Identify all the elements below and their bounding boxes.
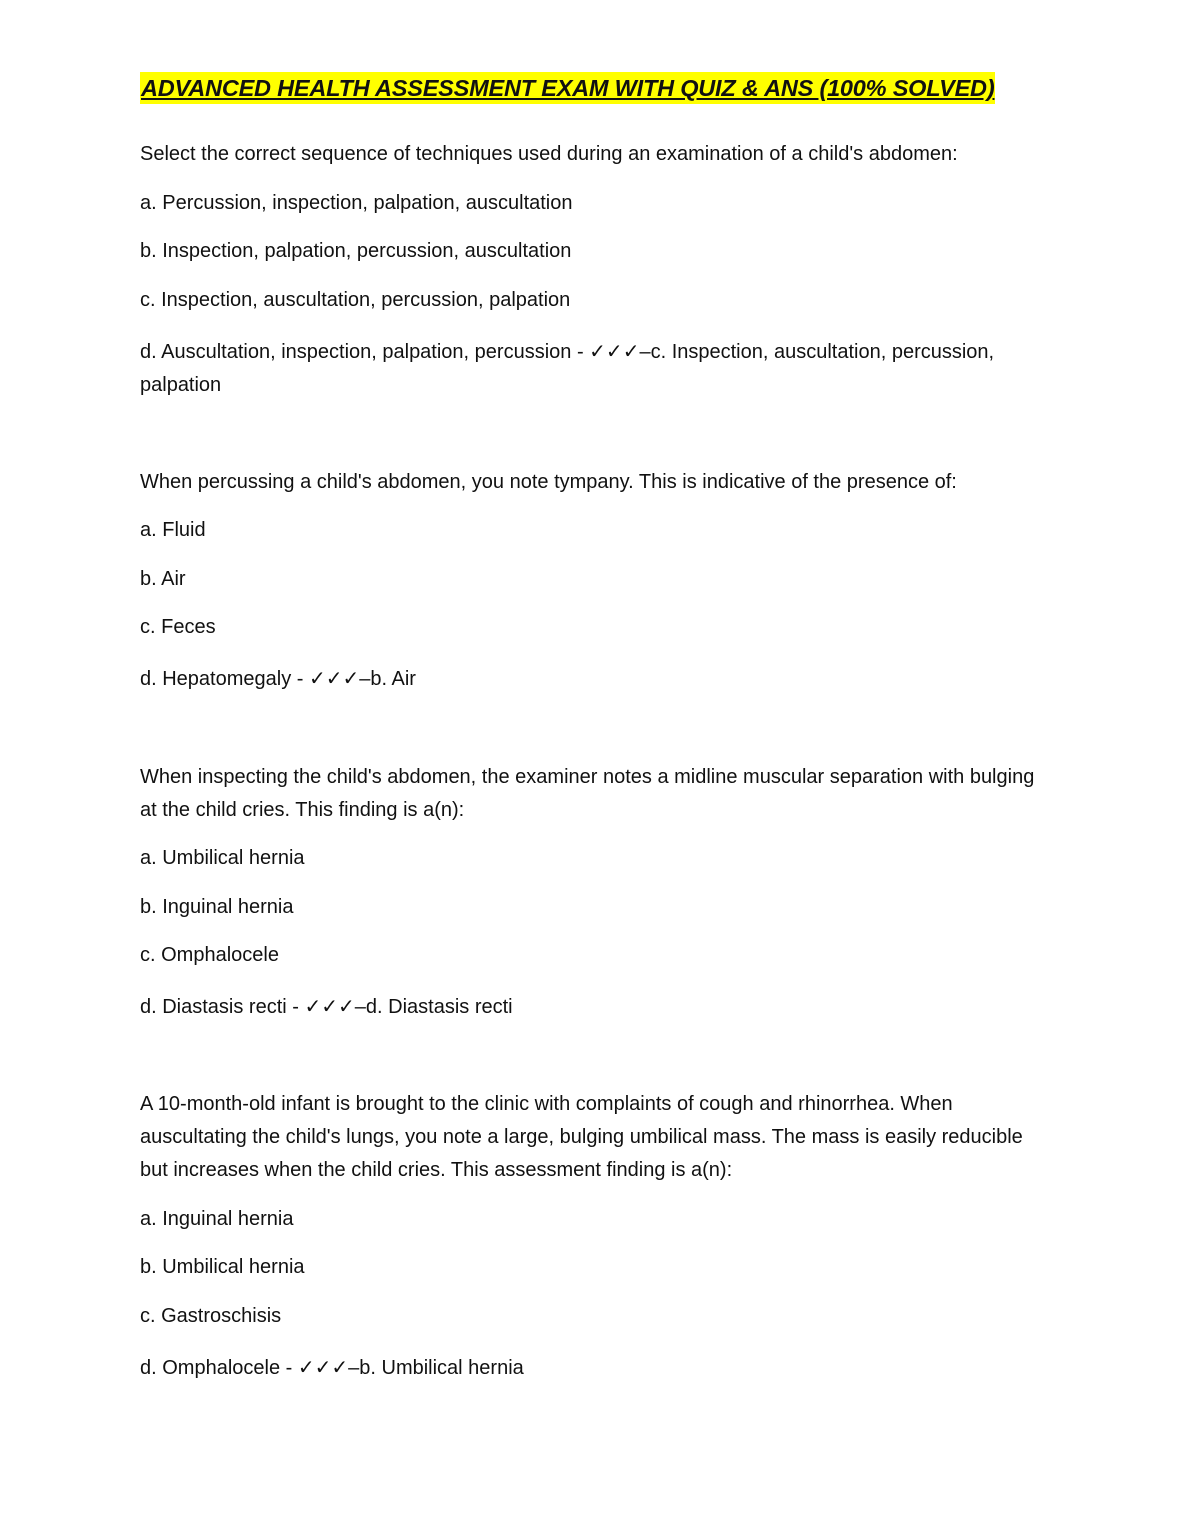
question-text: When percussing a child's abdomen, you note tympany. This is indicative of the presence of: <box>140 471 957 493</box>
option-d: d. Omphalocele - <box>140 1357 298 1379</box>
checkmark-icon: ✓✓✓ <box>308 666 360 690</box>
option-d-with-answer <box>140 335 1040 402</box>
option-a: a. Percussion, inspection, palpation, auscultation <box>140 192 573 214</box>
question-block <box>140 761 1040 1024</box>
document-page <box>140 72 1040 1385</box>
option-b: b. Umbilical hernia <box>140 1256 305 1278</box>
checkmark-icon: ✓✓✓ <box>304 994 355 1018</box>
answer-text: –b. Umbilical hernia <box>348 1357 524 1379</box>
option-a: a. Inguinal hernia <box>140 1208 294 1230</box>
option-c: c. Gastroschisis <box>140 1305 282 1327</box>
question-text: Select the correct sequence of techniques used during an examination of a child's abdomen: <box>140 143 958 165</box>
option-d: d. Diastasis recti - <box>140 996 305 1018</box>
question-text: When inspecting the child's abdomen, the examiner notes a midline muscular separation with bulging at the child cries. This finding is a(n): <box>140 766 1035 821</box>
question-text: A 10-month-old infant is brought to the clinic with complaints of cough and rhinorrhea. When auscultating the child's lungs, you note a large, bulging umbilical mass. The mass is easily reducible but increases when the child cries. This assessment finding is a(n): <box>140 1093 1023 1181</box>
option-d: d. Hepatomegaly - <box>140 668 309 690</box>
option-d-with-answer <box>140 990 1040 1024</box>
checkmark-icon: ✓✓✓ <box>589 339 640 363</box>
option-a: a. Umbilical hernia <box>140 847 305 869</box>
option-d-with-answer <box>140 1351 1040 1385</box>
option-d-with-answer <box>140 662 1040 696</box>
option-b: b. Inspection, palpation, percussion, auscultation <box>140 240 572 262</box>
question-block <box>140 1088 1040 1385</box>
option-c: c. Feces <box>140 616 216 638</box>
option-c: c. Omphalocele <box>140 944 279 966</box>
answer-text: –d. Diastasis recti <box>354 996 513 1018</box>
option-a: a. Fluid <box>140 519 206 541</box>
checkmark-icon: ✓✓✓ <box>297 1355 349 1379</box>
question-block <box>140 138 1040 402</box>
document-title: ADVANCED HEALTH ASSESSMENT EXAM WITH QUIZ & ANS (100% SOLVED) <box>140 72 995 104</box>
answer-text: –c. Inspection, auscultation, percussion, palpation <box>140 341 995 396</box>
option-c: c. Inspection, auscultation, percussion, palpation <box>140 289 571 311</box>
option-b: b. Air <box>140 568 186 590</box>
option-b: b. Inguinal hernia <box>140 896 294 918</box>
question-block <box>140 466 1040 696</box>
option-d: d. Auscultation, inspection, palpation, percussion - <box>140 341 590 363</box>
answer-text: –b. Air <box>359 668 416 690</box>
